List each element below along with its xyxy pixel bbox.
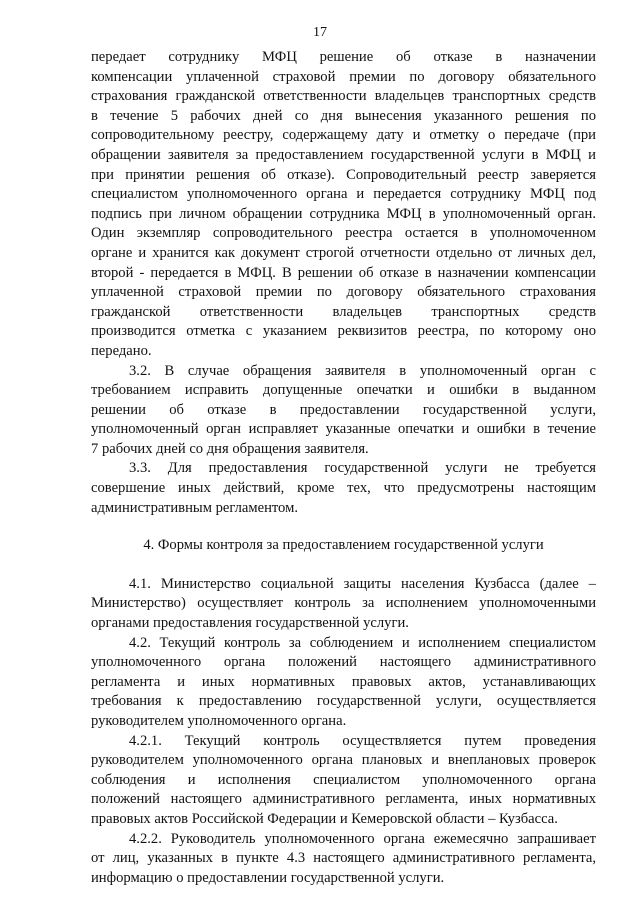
text-line: руководителем уполномоченного органа. bbox=[91, 713, 347, 729]
text-line: страхования гражданской ответственности владельцев транспортных средств bbox=[91, 88, 596, 105]
text-line: органе и хранится как документ строгой отчетности отдельно от личных дел, bbox=[91, 244, 596, 261]
paragraph-p2 bbox=[91, 362, 596, 460]
text-line: положений настоящего административного регламента, иных нормативных bbox=[91, 791, 596, 808]
text-line: уполномоченный орган исправляет указанные опечатки и ошибки в течение bbox=[91, 421, 596, 438]
paragraph-p5 bbox=[91, 634, 596, 732]
text-line: правовых актов Российской Федерации и Кемеровской области – Кузбасса. bbox=[91, 810, 558, 827]
text-line: органами предоставления государственной услуги. bbox=[91, 615, 409, 632]
text-line: соблюдения и исполнения специалистом уполномоченного органа bbox=[91, 771, 596, 788]
text-line: специалистом уполномоченного органа и передается сотруднику МФЦ под bbox=[91, 186, 596, 203]
text-line: 3.2. В случае обращения заявителя в уполномоченный орган с bbox=[129, 362, 596, 379]
text-line: подпись при личном обращении сотрудника МФЦ в уполномоченный орган. bbox=[91, 205, 596, 222]
text-line: при принятии решения об отказе). Сопроводительный реестр заверяется bbox=[91, 166, 596, 183]
text-line: гражданской ответственности владельцев транспортных средств bbox=[91, 303, 596, 320]
text-line: регламента и иных нормативных правовых актов, устанавливающих bbox=[91, 673, 596, 690]
text-line: Один экземпляр сопроводительного реестра остается в уполномоченном bbox=[91, 225, 596, 242]
text-line: обращении заявителя за предоставлением государственной услуги в МФЦ и bbox=[91, 146, 596, 163]
paragraphs-before-heading bbox=[91, 48, 596, 518]
text-line: требованием исправить допущенные опечатки и ошибки в выданном bbox=[91, 382, 596, 399]
text-line: компенсации уплаченной страховой премии по договору обязательного bbox=[91, 68, 596, 85]
paragraph-p4 bbox=[91, 575, 596, 634]
text-line: 7 рабочих дней со дня обращения заявителя. bbox=[91, 440, 369, 457]
text-line: 4.2.1. Текущий контроль осуществляется путем проведения bbox=[129, 732, 596, 749]
text-line: требования к предоставлению государственной услуги, осуществляется bbox=[91, 693, 596, 710]
text-line: совершение иных действий, кроме тех, что предусмотрены настоящим bbox=[91, 480, 596, 497]
text-line: сопроводительному реестру, содержащему дату и отметку о передаче (при bbox=[91, 127, 596, 144]
text-line: второй - передается в МФЦ. В решении об отказе в назначении компенсации bbox=[91, 264, 596, 281]
text-line: административным регламентом. bbox=[91, 499, 298, 516]
text-line: в течение 5 рабочих дней со дня вынесения указанного решения по bbox=[91, 107, 596, 124]
paragraph-p7 bbox=[91, 830, 596, 889]
text-line: информацию о предоставлении государственной услуги. bbox=[91, 869, 445, 886]
text-line: 4.2.2. Руководитель уполномоченного органа ежемесячно запрашивает bbox=[129, 830, 596, 847]
text-line: передано. bbox=[91, 342, 152, 359]
text-line: производится отметка с указанием реквизитов реестра, по которому оно bbox=[91, 323, 596, 340]
text-line: уплаченной страховой премии по договору обязательного страхования bbox=[91, 284, 596, 301]
text-line: 3.3. Для предоставления государственной услуги не требуется bbox=[129, 460, 596, 477]
text-line: передает сотруднику МФЦ решение об отказе в назначении bbox=[91, 49, 596, 65]
paragraph-p6 bbox=[91, 732, 596, 830]
text-line: уполномоченного органа положений настоящего административного bbox=[91, 654, 596, 671]
paragraph-p1 bbox=[91, 48, 596, 362]
section-heading: 4. Формы контроля за предоставлением государственной услуги bbox=[143, 537, 544, 554]
paragraphs-after-heading bbox=[91, 575, 596, 889]
text-line: 4.2. Текущий контроль за соблюдением и исполнением специалистом bbox=[129, 634, 596, 651]
paragraph-p3 bbox=[91, 459, 596, 518]
text-line: 4.1. Министерство социальной защиты населения Кузбасса (далее – bbox=[129, 575, 596, 592]
page-number: 17 bbox=[313, 25, 327, 40]
text-line: решении об отказе в предоставлении государственной услуги, bbox=[91, 401, 596, 418]
text-line: руководителем уполномоченного органа плановых и внеплановых проверок bbox=[91, 752, 596, 769]
document-body bbox=[91, 48, 596, 888]
text-line: Министерство) осуществляет контроль за исполнением уполномоченными bbox=[91, 595, 596, 612]
text-line: от лиц, указанных в пункте 4.3 настоящего административного регламента, bbox=[91, 850, 596, 867]
